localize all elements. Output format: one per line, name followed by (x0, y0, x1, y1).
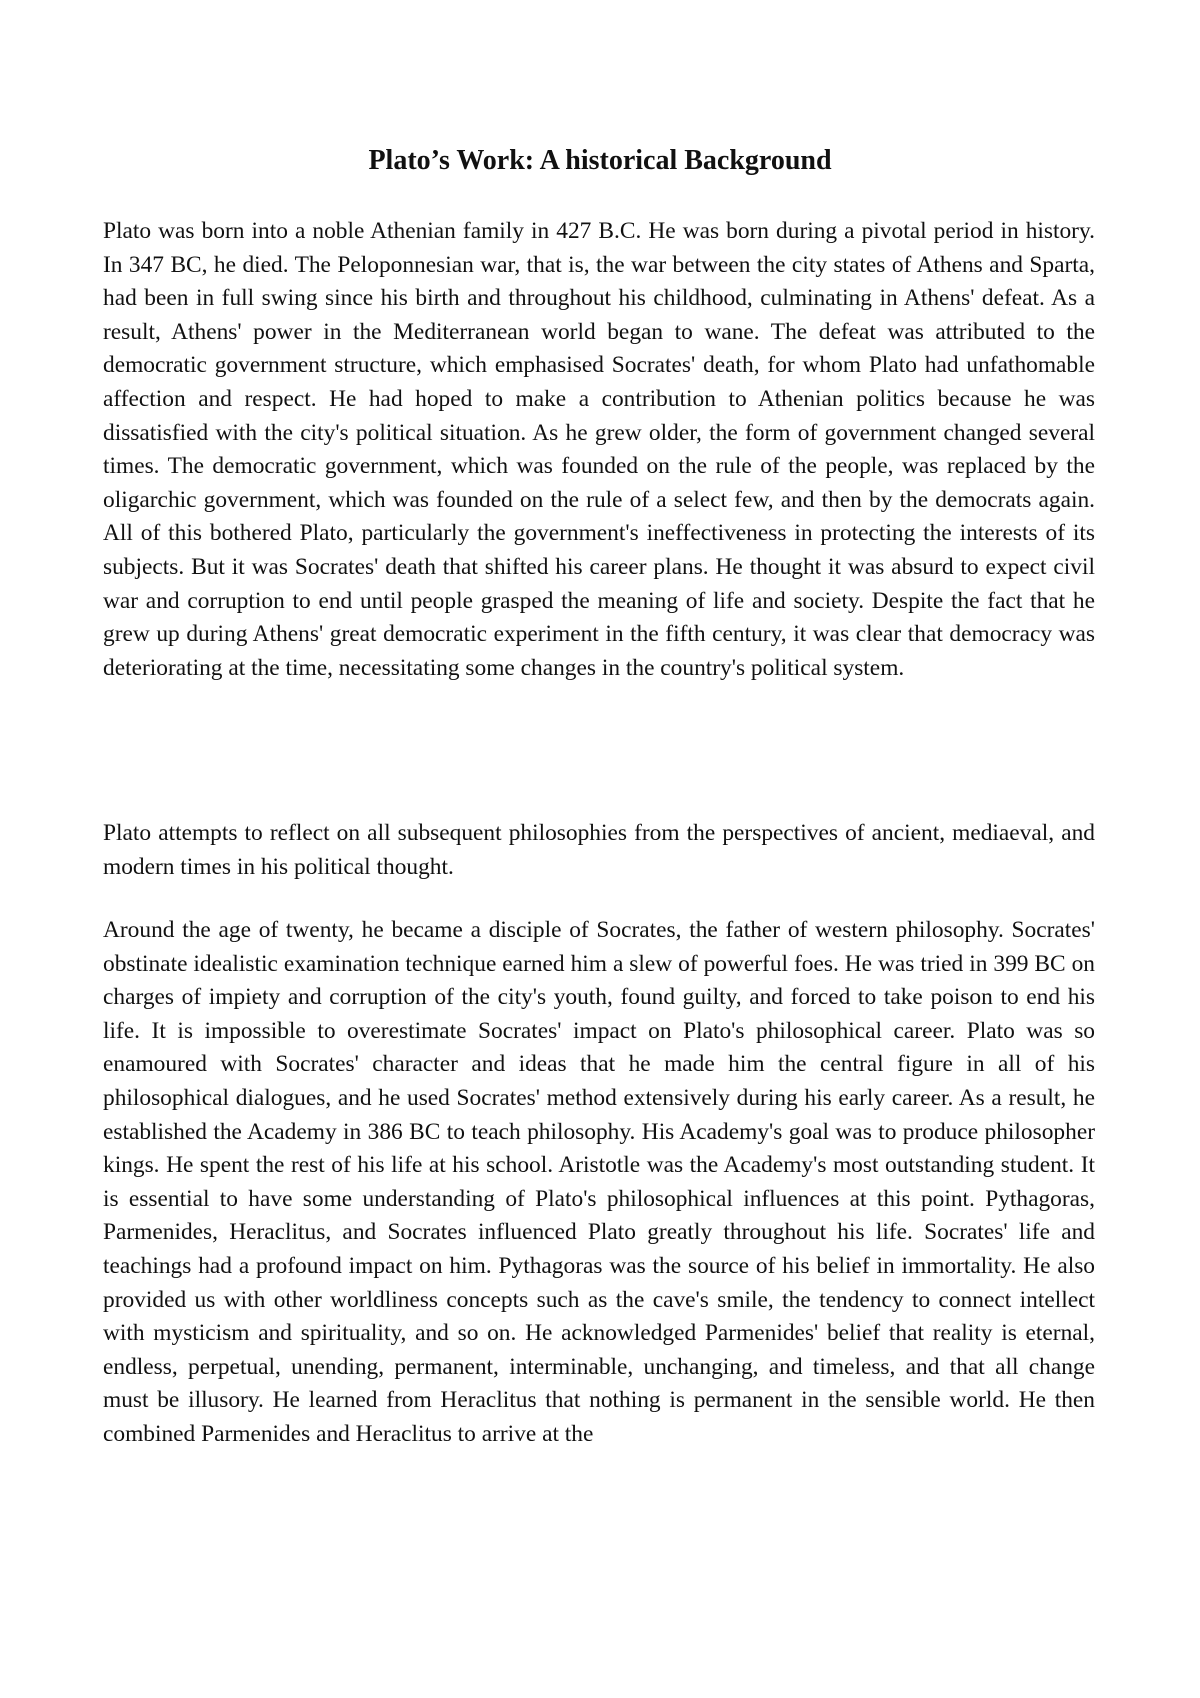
paragraph-historical-context: Plato was born into a noble Athenian family in 427 B.C. He was born during a pivotal period in history. In 347 BC, he died. The Peloponnesian war, that is, the war between the city states of Athens and Sparta, had been in full swing since his birth and throughout his childhood, culminating in Athens' defeat. As a result, Athens' power in the Mediterranean world began to wane. The defeat was attributed to the democratic government structure, which emphasised Socrates' death, for whom Plato had unfathomable affection and respect. He had hoped to make a contribution to Athenian politics because he was dissatisfied with the city's political situation. As he grew older, the form of government changed several times. The democratic government, which was founded on the rule of the people, was replaced by the oligarchic government, which was founded on the rule of a select few, and then by the democrats again. All of this bothered Plato, particularly the government's ineffectiveness in protecting the interests of its subjects. But it was Socrates' death that shifted his career plans. He thought it was absurd to expect civil war and corruption to end until people grasped the meaning of life and society. Despite the fact that he grew up during Athens' great democratic experiment in the fifth century, it was clear that democracy was deteriorating at the time, necessitating some changes in the country's political system. (103, 218, 1095, 681)
document-title: Plato’s Work: A historical Background (368, 145, 832, 176)
paragraph-socrates-influence: Around the age of twenty, he became a disciple of Socrates, the father of western philosophy. Socrates' obstinate idealistic examination technique earned him a slew of powerful foes. He was tried in 399 BC on charges of impiety and corruption of the city's youth, found guilty, and forced to take poison to end his life. It is impossible to overestimate Socrates' impact on Plato's philosophical career. Plato was so enamoured with Socrates' character and ideas that he made him the central figure in all of his philosophical dialogues, and he used Socrates' method extensively during his early career. As a result, he established the Academy in 386 BC to teach philosophy. His Academy's goal was to produce philosopher kings. He spent the rest of his life at his school. Aristotle was the Academy's most outstanding student. It is essential to have some understanding of Plato's philosophical influences at this point. Pythagoras, Parmenides, Heraclitus, and Socrates influenced Plato greatly throughout his life. Socrates' life and teachings had a profound impact on him. Pythagoras was the source of his belief in immortality. He also provided us with other worldliness concepts such as the cave's smile, the tendency to connect intellect with mysticism and spirituality, and so on. He acknowledged Parmenides' belief that reality is eternal, endless, perpetual, unending, permanent, interminable, unchanging, and timeless, and that all change must be illusory. He learned from Heraclitus that nothing is permanent in the sensible world. He then combined Parmenides and Heraclitus to arrive at the (103, 917, 1095, 1447)
paragraph-political-thought: Plato attempts to reflect on all subsequent philosophies from the perspectives of ancient, mediaeval, and modern times in his political thought. (103, 820, 1095, 880)
